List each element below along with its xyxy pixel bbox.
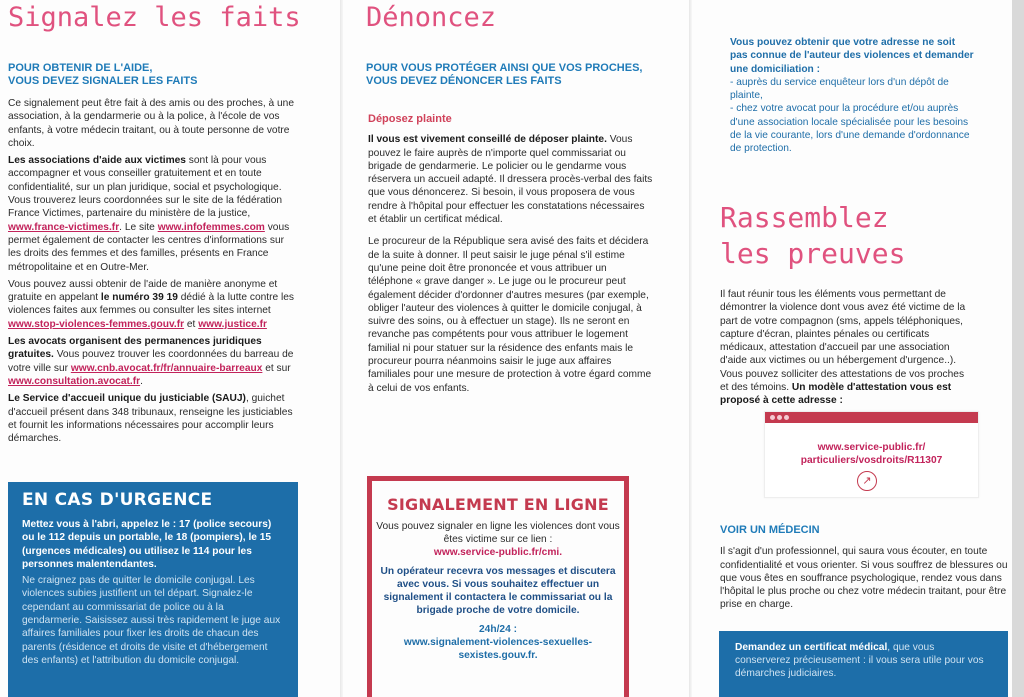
link-service-public-cmi[interactable]: www.service-public.fr/cmi. bbox=[433, 547, 563, 558]
title-line: les preuves bbox=[720, 237, 906, 270]
page-fold bbox=[689, 0, 692, 697]
title-line: Rassemblez bbox=[720, 201, 889, 234]
paragraph: Le procureur de la République sera avisé des faits et décidera de la suite à donner. Il peut saisir le juge pénal s'il estime qu'une peine doit être prononcée et vous attribuer un téléphone « grave danger ». Le juge ou le procureur peut également décider d'ordonner d'autres mesures (par exemple, obliger l'auteur des violences à quitter le domicile conjugal, à suivre des soins, ou à effectuer un stage). Ils ne seront en revanche pas compétents pour vous attribuer le logement familial ni pour statuer sur la résidence des enfants mais le procureur pourra néanmoins saisir le juge aux affaires familiales pour une mesure de protection à votre égard comme à celui de vos enfants. bbox=[368, 236, 652, 394]
paragraph: Il s'agit d'un professionnel, qui saura vous écouter, en toute confidentialité et vous orienter. Si vous souffrez de blessures ou que vous êtes en souffrance psychologique, rendez vous dans l'hôpital le plus proche ou chez votre médecin traitant, pour être prise en charge. bbox=[720, 546, 1008, 611]
link-justice[interactable]: www.justice.fr bbox=[198, 318, 267, 330]
signalement-title: SIGNALEMENT EN LIGNE bbox=[387, 495, 609, 514]
text: , guichet d'accueil présent dans 348 tribunaux, renseigne les justiciables et fournit les informations nécessaires pour accomplir leurs démarches. bbox=[8, 393, 293, 445]
section-subtitle bbox=[8, 62, 328, 88]
link-cnb-avocat[interactable]: www.cnb.avocat.fr/fr/annuaire-barreaux bbox=[70, 362, 263, 374]
urgence-box bbox=[8, 482, 298, 697]
subtitle-line: POUR VOUS PROTÉGER AINSI QUE VOS PROCHES, bbox=[366, 62, 643, 74]
bold-text: Les associations d'aide aux victimes bbox=[8, 155, 186, 167]
subtitle-line: VOUS DEVEZ SIGNALER LES FAITS bbox=[8, 75, 198, 87]
window-dot bbox=[784, 415, 789, 420]
text: Vous pouvez obtenir que votre adresse ne soit pas connue de l'auteur des violences et demander une domiciliation : bbox=[730, 37, 974, 75]
text: Vous pouvez le faire auprès de n'importe quel commissariat ou brigade de gendarmerie. Le policier ou le gendarme vous réservera un accueil adapté. Il dressera procès-verbal des faits que vous dénoncerez. Si besoin, il vous proposera de vous rendre à l'hôpital pour effectuer les constatations nécessaires et établir un certificat médical. bbox=[368, 134, 653, 226]
paragraph bbox=[8, 154, 296, 274]
urgence-bold-text: Mettez vous à l'abri, appelez le : 17 (police secours) ou le 112 depuis un portable, le 18 (pompiers), le 15 (urgences médicales) ou utilisez le 114 pour les personnes malentendantes. bbox=[22, 519, 272, 570]
bold-text: Un modèle d'attestation vous est proposé à cette adresse : bbox=[720, 382, 952, 407]
section-heading: Déposez plainte bbox=[368, 113, 452, 125]
text: Vous pouvez aussi obtenir de l'aide de manière anonyme et gratuite en appelant bbox=[8, 278, 278, 304]
link-signalement-violences[interactable]: www.signalement-violences-sexuelles-sexistes.gouv.fr. bbox=[403, 637, 593, 661]
signalement-text bbox=[372, 520, 624, 559]
link-france-victimes[interactable]: www.france-victimes.fr bbox=[8, 221, 120, 233]
col3-text bbox=[720, 288, 974, 408]
paragraph bbox=[8, 278, 296, 331]
section-title-denoncez: Dénoncez bbox=[366, 2, 497, 33]
text: - auprès du service enquêteur lors d'un dépôt de plainte, bbox=[730, 76, 949, 102]
col2-text bbox=[368, 113, 654, 395]
bold-text: Demandez un certificat médical bbox=[735, 642, 888, 653]
text: Vous pouvez signaler en ligne les violences dont vous êtes victime sur ce lien : bbox=[376, 521, 620, 545]
link-consultation-avocat[interactable]: www.consultation.avocat.fr bbox=[8, 375, 141, 387]
urgence-text: Ne craignez pas de quitter le domicile conjugal. Les violences subies justifient un tel départ. Signalez-le cependant au commissariat de police ou à la gendarmerie. Saisissez aussi très rapidement le juge aux affaires familiales pour fixer les droits de chacun des parents (résidence et droits de visite et d'hébergement des enfants) et l'attribution du domicile conjugal. bbox=[22, 575, 281, 666]
link-service-public-r11307[interactable] bbox=[765, 441, 978, 467]
text: et bbox=[184, 318, 199, 330]
domiciliation-info bbox=[730, 36, 975, 156]
bold-text: la brigade proche de votre domicile. bbox=[416, 592, 613, 616]
link-stop-violences[interactable]: www.stop-violences-femmes.gouv.fr bbox=[8, 318, 185, 330]
bold-text: Les avocats organisent des permanences juridiques gratuites. bbox=[8, 336, 262, 361]
col1-text bbox=[8, 97, 296, 445]
signalement-text bbox=[372, 565, 624, 617]
signalement-hours: 24h/24 : bbox=[479, 624, 517, 635]
text: dédié à la lutte contre les violences faites aux femmes ou consulter les sites internet bbox=[8, 292, 295, 317]
urgence-title: EN CAS D'URGENCE bbox=[22, 490, 213, 510]
text: Un opérateur recevra vos messages et discutera avec vous. Si vous souhaitez effectuer un signalement il contactera le commissariat ou bbox=[380, 566, 616, 603]
bold-text: Le Service d'accueil unique du justiciable (SAUJ) bbox=[8, 393, 246, 405]
browser-bar bbox=[765, 412, 978, 423]
browser-mockup bbox=[764, 411, 979, 498]
cursor-click-icon: ↗ bbox=[857, 471, 877, 491]
text: . bbox=[140, 375, 143, 387]
paragraph bbox=[368, 133, 654, 226]
paragraph bbox=[8, 392, 296, 445]
text: et sur bbox=[262, 362, 291, 374]
url-line: particuliers/vosdroits/R11307 bbox=[800, 455, 943, 466]
bold-text: Il vous est vivement conseillé de déposer plainte. bbox=[368, 134, 607, 146]
section-title-signalez: Signalez les faits bbox=[8, 2, 301, 33]
medecin-title: VOIR UN MÉDECIN bbox=[720, 524, 820, 536]
page-fold bbox=[340, 0, 343, 697]
certificat-box bbox=[719, 631, 1008, 697]
text: . Le site bbox=[119, 221, 158, 233]
medecin-section bbox=[720, 524, 1010, 612]
section-subtitle bbox=[366, 62, 686, 88]
paragraph bbox=[8, 335, 296, 388]
text: Il faut réunir tous les éléments vous permettant de démontrer la violence dont vous avez été victime de la part de votre compagnon (sms, appels téléphoniques, capture d'écran, plaintes pénales ou certificats médicaux, attestation d'accueil par une association d'aide aux victimes ou un hébergement d'urgence..). Vous pouvez solliciter des attestations de vos proches et des témoins. bbox=[720, 289, 966, 394]
text: Vous pouvez trouver les coordonnées du barreau de votre ville sur bbox=[8, 349, 294, 374]
paragraph: Ce signalement peut être fait à des amis ou des proches, à une association, à la gendarmerie ou à la police, à l'école de vos enfants, à votre médecin traitant, ou à toute personne de votre choix. bbox=[8, 98, 294, 149]
page-edge bbox=[1012, 0, 1024, 697]
text: vous permet également de contacter les centres d'informations sur les droits des femmes et des familles, présents en France métropolitaine et en Outre-Mer. bbox=[8, 221, 290, 273]
window-dot bbox=[770, 415, 775, 420]
paragraph bbox=[720, 288, 974, 408]
url-line: www.service-public.fr/ bbox=[817, 442, 926, 453]
bold-text: le numéro 39 19 bbox=[100, 292, 178, 304]
text: - chez votre avocat pour la procédure et/ou auprès d'une association locale spécialisée pour les besoins de la vie courante, lors d'une demande d'ordonnance de protection. bbox=[730, 103, 970, 155]
text: sont là pour vous accompagner et vous conseiller gratuitement et en toute confidentialité, sur un plan juridique, social et psychologique. Vous trouverez leurs coordonnées sur le site de la fédération France Victimes, partenaire du ministère de la justice, bbox=[8, 155, 283, 220]
subtitle-line: POUR OBTENIR DE L'AIDE, bbox=[8, 62, 153, 74]
section-title-rassemblez bbox=[720, 200, 905, 272]
signalement-box bbox=[367, 476, 629, 697]
link-infofemmes[interactable]: www.infofemmes.com bbox=[157, 221, 265, 233]
subtitle-line: VOUS DEVEZ DÉNONCER LES FAITS bbox=[366, 75, 562, 87]
window-dot bbox=[777, 415, 782, 420]
text: , que vous conserverez précieusement : il vous sera utile pour vos démarches judiciaires. bbox=[735, 642, 984, 679]
